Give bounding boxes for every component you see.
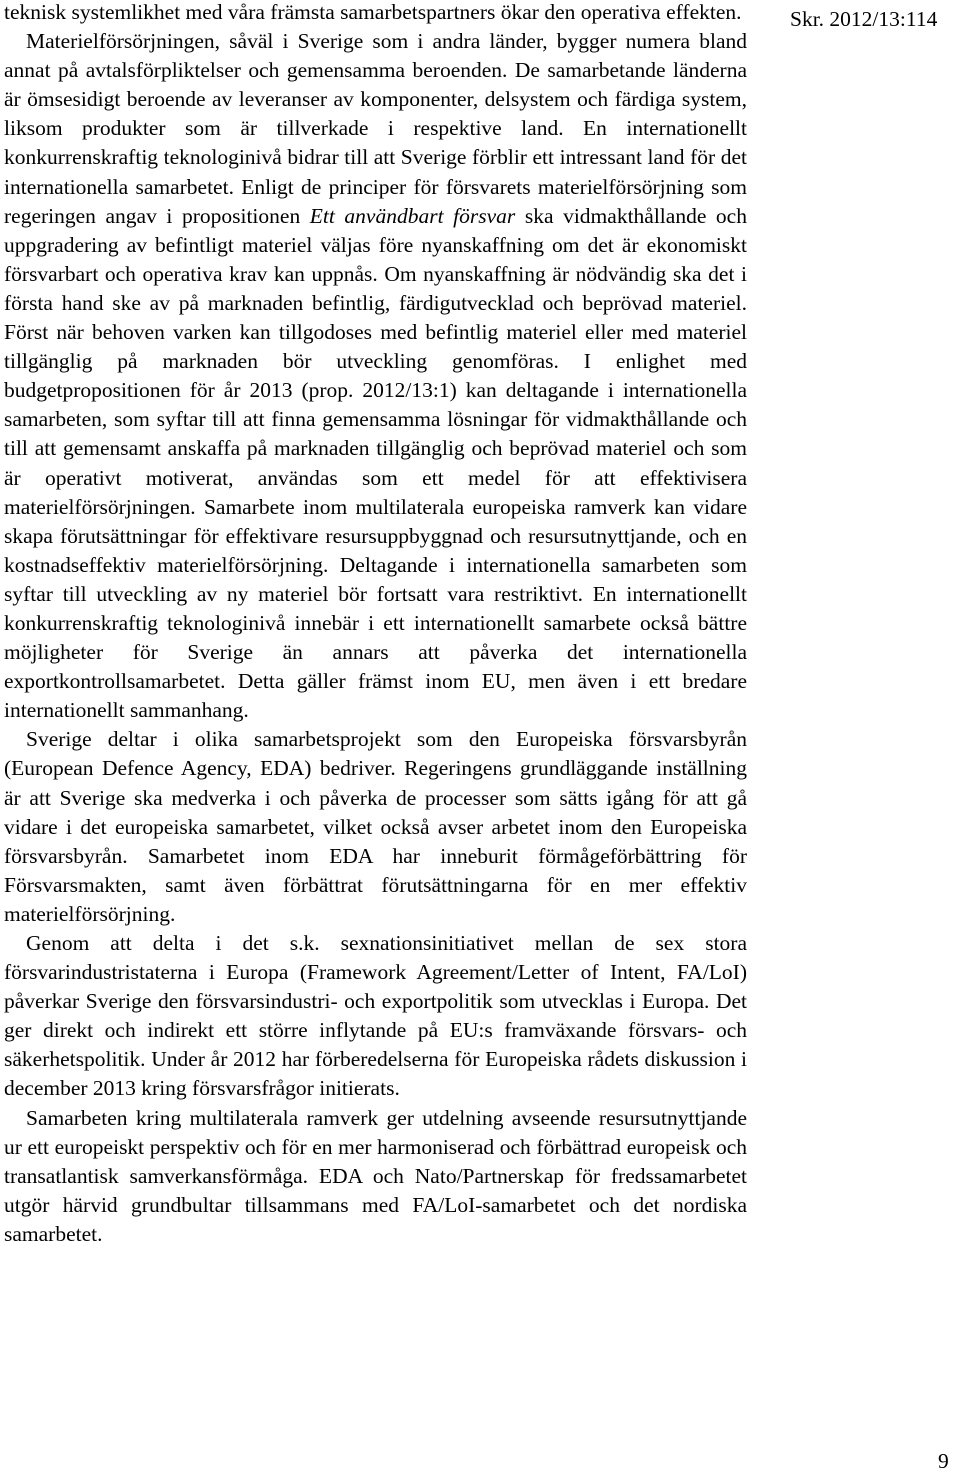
paragraph-5: Samarbeten kring multilaterala ramverk ger utdelning avseende resursutnyttjande ur ett europeiskt perspektiv och för en mer harmoniserad och förbättrad europeisk och transatlantisk samverkansförmåga. EDA och Nato/Partnerskap för fredssamarbetet utgör härvid grundbultar tillsammans med FA/LoI-samarbetet och det nordiska samarbetet. bbox=[4, 1105, 747, 1246]
paragraph-3: Sverige deltar i olika samarbetsprojekt som den Europeiska försvarsbyrån (European Defence Agency, EDA) bedriver. Regeringens grundläggande inställning är att Sverige ska medverka i och påverka de processer som sätts igång för att gå vidare i det europeiska samarbetet, vilket också avser arbetet inom den Europeiska försvarsbyrån. Samarbetet inom EDA har inneburit förmågeförbättring för Försvarsmakten, samt även förbättrat förutsättningarna för en mer effektiv materielförsörjning. bbox=[4, 727, 747, 926]
paragraph-2 bbox=[4, 27, 747, 725]
paragraph-2-part-2: ska vidmakthållande och uppgradering av befintligt materiel väljas före nyanskaffning om det är ekonomiskt försvarbart och operativa krav kan uppnås. Om nyanskaffning är nödvändig ska det i första hand ske av på marknaden befintlig, färdigutvecklad och beprövad materiel. Först när behoven varken kan tillgodoses med befintlig materiel eller med materiel tillgänglig på marknaden bör utveckling genomföras. I enlighet med budgetpropositionen för år 2013 (prop. 2012/13:1) kan deltagande i internationella samarbeten, som syftar till att finna gemensamma lösningar för vidmakthållande och till att gemensamt anskaffa på marknaden tillgänglig och beprövad materiel och som är operativt motiverat, användas som ett medel för att effektivisera materielförsörjningen. Samarbete inom multilaterala europeiska ramverk kan vidare skapa förutsättningar för effektivare resursuppbyggnad och resursutnyttjande, och en kostnadseffektiv materielförsörjning. Deltagande i internationella samarbeten som syftar till utveckling av ny materiel bör fortsatt vara restriktivt. En internationellt konkurrenskraftig teknologinivå innebär i ett internationellt samarbete också bättre möjligheter för Sverige än annars att påverka det internationella exportkontrollsamarbetet. Detta gäller främst inom EU, men även i ett bredare internationellt sammanhang. bbox=[4, 203, 747, 723]
document-reference: Skr. 2012/13:114 bbox=[790, 7, 938, 31]
paragraph-1: teknisk systemlikhet med våra främsta samarbetspartners ökar den operativa effekten. bbox=[4, 0, 742, 24]
body-text bbox=[4, 0, 747, 1249]
page-number: 9 bbox=[938, 1449, 949, 1473]
proposition-title: Ett användbart försvar bbox=[309, 203, 516, 228]
paragraph-2-part-1: Materielförsörjningen, såväl i Sverige som i andra länder, bygger numera bland annat på avtalsförpliktelser och gemensamma beroenden. De samarbetande länderna är ömsesidigt beroende av leveranser av komponenter, delsystem och färdiga system, liksom produkter som är tillverkade i respektive land. En internationellt konkurrenskraftig teknologinivå bidrar till att Sverige förblir ett intressant land för det internationella samarbetet. Enligt de principer för försvarets materielförsörjning som regeringen angav i propositionen bbox=[4, 29, 747, 228]
paragraph-4: Genom att delta i det s.k. sexnationsinitiativet mellan de sex stora försvarindustristaterna i Europa (Framework Agreement/Letter of Intent, FA/LoI) påverkar Sverige den försvarsindustri- och exportpolitik som utvecklas i Europa. Det ger direkt och indirekt ett större inflytande på EU:s framväxande försvars- och säkerhetspolitik. Under år 2012 har förberedelserna för Europeiska rådets diskussion i december 2013 kring försvarsfrågor initierats. bbox=[4, 931, 747, 1101]
